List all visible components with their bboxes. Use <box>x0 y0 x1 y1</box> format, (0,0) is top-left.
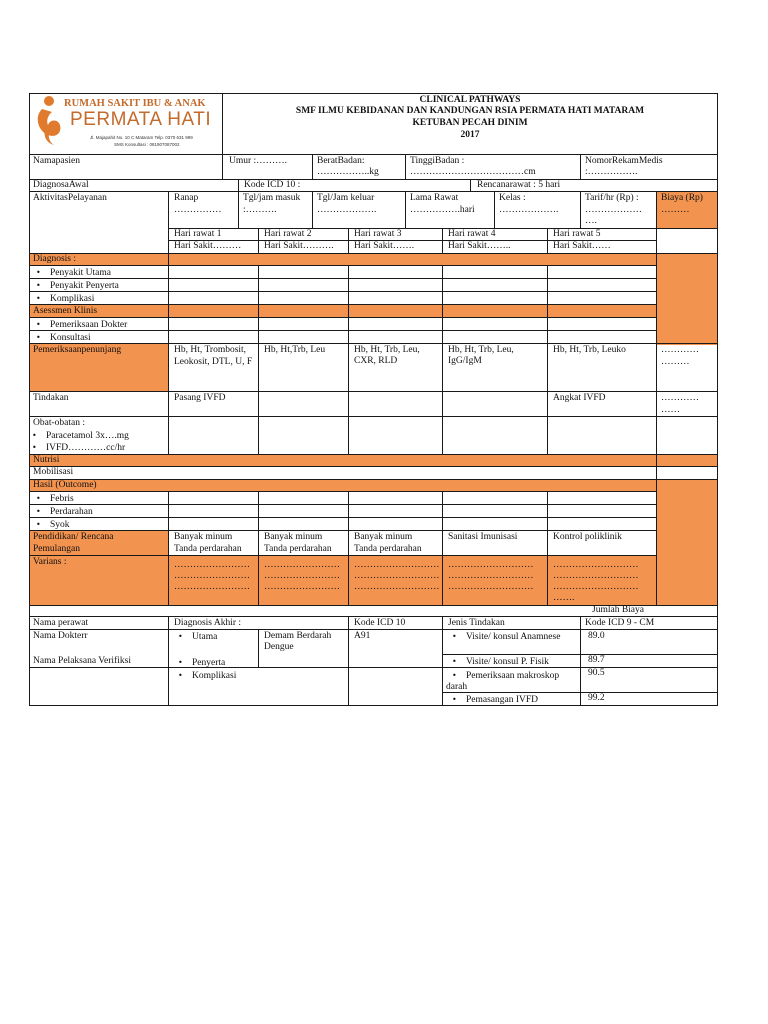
biaya-value: ……… <box>661 205 690 215</box>
hline <box>29 629 718 630</box>
tindakan-label: Tindakan <box>33 393 69 403</box>
varians-dots: …………………… <box>174 571 250 581</box>
penunjang-day4: Hb, Ht, Trb, Leu, IgG/IgM <box>448 345 514 366</box>
ranap-label: Ranap <box>174 193 199 203</box>
asesmen-item: • Pemeriksaan Dokter <box>30 319 127 331</box>
tindakan-day5: Angkat IVFD <box>553 393 606 403</box>
diagnosis-item: • Penyakit Utama <box>30 267 111 279</box>
hline <box>29 517 656 518</box>
penunjang-biaya-2: ……… <box>661 357 690 367</box>
hline <box>29 416 718 417</box>
vline <box>348 491 349 606</box>
nama-perawat-label: Nama perawat <box>33 618 89 628</box>
vline <box>168 491 169 606</box>
hari-rawat-3: Hari rawat 3 <box>354 229 402 239</box>
demam-berdarah: Demam Berdarah Dengue <box>264 631 332 652</box>
vline <box>442 616 443 706</box>
header-line2: SMF ILMU KEBIDANAN DAN KANDUNGAN RSIA PERMATA HATI MATARAM <box>295 106 645 116</box>
hline <box>29 265 656 266</box>
vline <box>717 93 718 706</box>
hline <box>29 667 718 668</box>
kode-icd9-label: Kode ICD 9 - CM <box>585 618 655 628</box>
lama-rawat-label: Lama Rawat <box>410 193 459 203</box>
kode-90-5: 90.5 <box>588 668 605 678</box>
nama-pasien-label: Namapasien <box>33 156 80 166</box>
vline <box>238 191 239 228</box>
tarif-value-2: …. <box>585 216 597 226</box>
vline <box>494 191 495 228</box>
jenis-tindakan-label: Jenis Tindakan <box>448 618 505 628</box>
hline <box>29 391 718 392</box>
header-line1: CLINICAL PATHWAYS <box>419 95 521 105</box>
vline <box>168 616 169 706</box>
penunjang-day1: Hb, Ht, Trombosit, Leokosit, DTL, U, F <box>174 345 253 367</box>
hline <box>29 705 718 706</box>
vline <box>258 491 259 606</box>
vline <box>258 228 259 253</box>
vline <box>29 93 30 706</box>
penunjang-label: Pemeriksaanpenunjang <box>33 345 122 355</box>
hari-rawat-4: Hari rawat 4 <box>448 229 496 239</box>
umur-field: Umur :………. <box>229 156 288 166</box>
hospital-address: Jl. Majapahit No. 10 C Mataram Telp. 0370 631 999 <box>90 135 193 140</box>
vline <box>258 629 259 667</box>
vline <box>405 154 406 179</box>
hline <box>29 479 718 480</box>
kode-a91: A91 <box>354 631 371 641</box>
hline <box>29 93 718 94</box>
varians-dots: ……………………… <box>354 560 440 570</box>
pendidikan-day2-b: Tanda perdarahan <box>264 544 332 554</box>
asesmen-row-fill <box>29 305 656 317</box>
kelas-label: Kelas : <box>499 193 526 203</box>
varians-dots: …………………… <box>174 560 250 570</box>
varians-dots: …………………… <box>264 582 340 592</box>
vline <box>348 228 349 253</box>
pemasangan-ivfd: • Pemasangan IVFD <box>446 694 538 706</box>
kode-99-2: 99.2 <box>588 693 605 703</box>
pendidikan-day5: Kontrol poliklinik <box>553 532 622 542</box>
pendidikan-day3: Banyak minum <box>354 532 413 542</box>
hari-sakit-4: Hari Sakit…….. <box>448 241 511 251</box>
varians-dots: ……………………… <box>354 571 440 581</box>
diagnosis-row-fill <box>29 253 656 265</box>
pendidikan-day4: Sanitasi Imunisasi <box>448 532 518 542</box>
header-line4: 2017 <box>460 130 480 140</box>
nama-dokter-label: Nama Dokterr <box>33 631 88 641</box>
pendidikan-day1: Banyak minum <box>174 532 233 542</box>
obat-label: Obat-obatan : <box>33 418 85 428</box>
vline <box>168 191 169 455</box>
nama-pelaksana-label: Nama Pelaksana Verifiksi <box>33 656 131 666</box>
penunjang-day2: Hb, Ht,Trb, Leu <box>264 345 326 355</box>
tarif-value: ……………… <box>585 205 642 215</box>
hline <box>29 530 656 531</box>
hline <box>29 253 718 254</box>
hari-sakit-5: Hari Sakit…… <box>553 241 611 251</box>
varians-dots: ……………………… <box>448 571 534 581</box>
aktivitas-label: AktivitasPelayanan <box>33 193 107 203</box>
hospital-brand: PERMATA HATI <box>70 109 212 130</box>
tindakan-biaya-2: …… <box>661 405 680 415</box>
nutrisi-row-fill <box>29 454 718 466</box>
pendidikan-day2: Banyak minum <box>264 532 323 542</box>
diagnosis-akhir-label: Diagnosis Akhir : <box>174 618 242 628</box>
hline <box>29 179 718 180</box>
hline <box>29 491 656 492</box>
visite-fisik: • Visite/ konsul P. Fisik <box>446 656 549 668</box>
logo-figure-icon <box>36 95 66 147</box>
vline <box>580 191 581 228</box>
tgl-masuk-value: :………. <box>243 205 277 215</box>
hline <box>29 304 656 305</box>
nutrisi-label: Nutrisi <box>33 455 60 465</box>
pemeriksaan-makroskop: • Pemeriksaan makroskop darah <box>446 670 576 693</box>
hline <box>29 191 718 192</box>
hline <box>29 454 718 455</box>
varians-label: Varians : <box>33 557 67 567</box>
tindakan-biaya: ………… <box>661 393 699 403</box>
hospital-sms: SMS Konsultasi : 081907087002 <box>114 142 180 147</box>
hospital-name-top: RUMAH SAKIT IBU & ANAK <box>64 98 206 109</box>
vline <box>580 154 581 179</box>
hasil-item: • Syok <box>30 519 70 531</box>
varians-dots: ……………………… <box>448 560 534 570</box>
varians-dots: …………………… <box>264 560 340 570</box>
hari-rawat-2: Hari rawat 2 <box>264 229 312 239</box>
ranap-value: …………… <box>174 205 222 215</box>
vline <box>656 191 657 606</box>
vline <box>312 191 313 228</box>
hline <box>29 278 656 279</box>
hline <box>29 616 718 617</box>
hari-rawat-5: Hari rawat 5 <box>553 229 601 239</box>
vline <box>442 265 443 455</box>
hari-sakit-3: Hari Sakit……. <box>354 241 415 251</box>
varians-dots: ……………………… <box>553 571 639 581</box>
pendidikan-day1-b: Tanda perdarahan <box>174 544 242 554</box>
diagnosis-penyerta: • Penyerta <box>172 657 225 669</box>
vline <box>405 191 406 228</box>
diagnosis-item: • Komplikasi <box>30 293 94 305</box>
varians-dots: ……………………… <box>553 560 639 570</box>
varians-dots: ……. <box>553 593 575 603</box>
penunjang-day5: Hb, Ht, Trb, Leuko <box>553 345 626 355</box>
tgl-keluar-label: Tgl/Jam keluar <box>317 193 375 203</box>
diagnosis-utama: • Utama <box>172 631 217 643</box>
diagnosis-label: Diagnosis : <box>33 254 77 264</box>
vline <box>238 179 239 191</box>
hline <box>29 555 656 556</box>
hline <box>29 317 656 318</box>
penunjang-day3: Hb, Ht, Trb, Leu, CXR, RLD <box>354 345 420 366</box>
berat-value: ……………..kg <box>317 167 379 177</box>
tindakan-day1: Pasang IVFD <box>174 393 226 403</box>
tinggi-label: TinggiBadan : <box>410 156 465 166</box>
vline <box>547 265 548 455</box>
biaya-column-fill <box>656 253 718 345</box>
hline <box>29 504 656 505</box>
hasil-item: • Febris <box>30 493 74 505</box>
mobilisasi-label: Mobilisasi <box>33 467 74 477</box>
obat-item: • Paracetamol 3x….mg <box>26 430 129 442</box>
asesmen-label: Asessmen Klinis <box>33 306 98 316</box>
rencana-rawat-label: Rencanarawat : 5 hari <box>477 180 561 190</box>
vline <box>258 265 259 455</box>
varians-dots: ……………………… <box>553 582 639 592</box>
tgl-keluar-value: ………………. <box>317 205 377 215</box>
vline <box>312 154 313 179</box>
vline <box>580 616 581 706</box>
hari-sakit-2: Hari Sakit………. <box>264 241 334 251</box>
hline <box>29 466 718 467</box>
diagnosa-awal-label: DiagnosaAwal <box>33 180 89 190</box>
header-line3: KETUBAN PECAH DINIM <box>412 118 528 128</box>
hasil-row-fill <box>29 479 656 491</box>
visite-anamnese: • Visite/ konsul Anamnese <box>446 631 560 643</box>
lama-rawat-value: …………….hari <box>410 205 475 215</box>
pendidikan-day3-b: Tanda perdarahan <box>354 544 422 554</box>
hospital-logo <box>34 95 220 153</box>
tarif-label: Tarif/hr (Rp) : <box>585 193 639 203</box>
jumlah-biaya-label: Jumlah Biaya <box>592 605 644 615</box>
hline <box>29 291 656 292</box>
hline <box>29 343 718 344</box>
vline <box>547 228 548 253</box>
asesmen-item: • Konsultasi <box>30 332 91 344</box>
hline <box>29 154 718 155</box>
tgl-masuk-label: Tgl/jam masuk <box>243 193 301 203</box>
vline <box>442 491 443 606</box>
diagnosis-komplikasi: • Komplikasi <box>172 670 236 682</box>
penunjang-biaya: ………… <box>661 345 699 355</box>
vline <box>348 265 349 455</box>
kode-89-0: 89.0 <box>588 631 605 641</box>
vline <box>470 179 471 191</box>
varians-dots: …………………… <box>174 582 250 592</box>
varians-dots: ……………………… <box>448 582 534 592</box>
berat-label: BeratBadan: <box>317 156 365 166</box>
hasil-label: Hasil (Outcome) <box>33 480 97 490</box>
rekam-medis-value: :……………. <box>585 167 638 177</box>
rekam-medis-label: NomorRekamMedis <box>585 156 663 166</box>
kode-icd10-label: Kode ICD 10 <box>354 618 406 628</box>
kelas-value: ………………. <box>499 205 559 215</box>
obat-item: • IVFD…………cc/hr <box>26 442 125 454</box>
biaya-outcome-fill <box>656 479 718 605</box>
kode-icd-label: Kode ICD 10 : <box>244 180 301 190</box>
pendidikan-label: Pendidikan/ Rencana <box>33 532 114 542</box>
pemulangan-label: Pemulangan <box>33 544 80 554</box>
varians-dots: ……………………… <box>354 582 440 592</box>
vline <box>547 491 548 606</box>
kode-89-7: 89.7 <box>588 655 605 665</box>
diagnosis-item: • Penyakit Penyerta <box>30 280 119 292</box>
varians-dots: …………………… <box>264 571 340 581</box>
hline <box>168 228 718 229</box>
hasil-item: • Perdarahan <box>30 506 93 518</box>
vline <box>442 228 443 253</box>
biaya-label: Biaya (Rp) <box>661 193 703 203</box>
vline <box>348 616 349 706</box>
tinggi-value: ………………………………cm <box>410 167 536 177</box>
hari-sakit-1: Hari Sakit……… <box>174 241 242 251</box>
hari-rawat-1: Hari rawat 1 <box>174 229 222 239</box>
